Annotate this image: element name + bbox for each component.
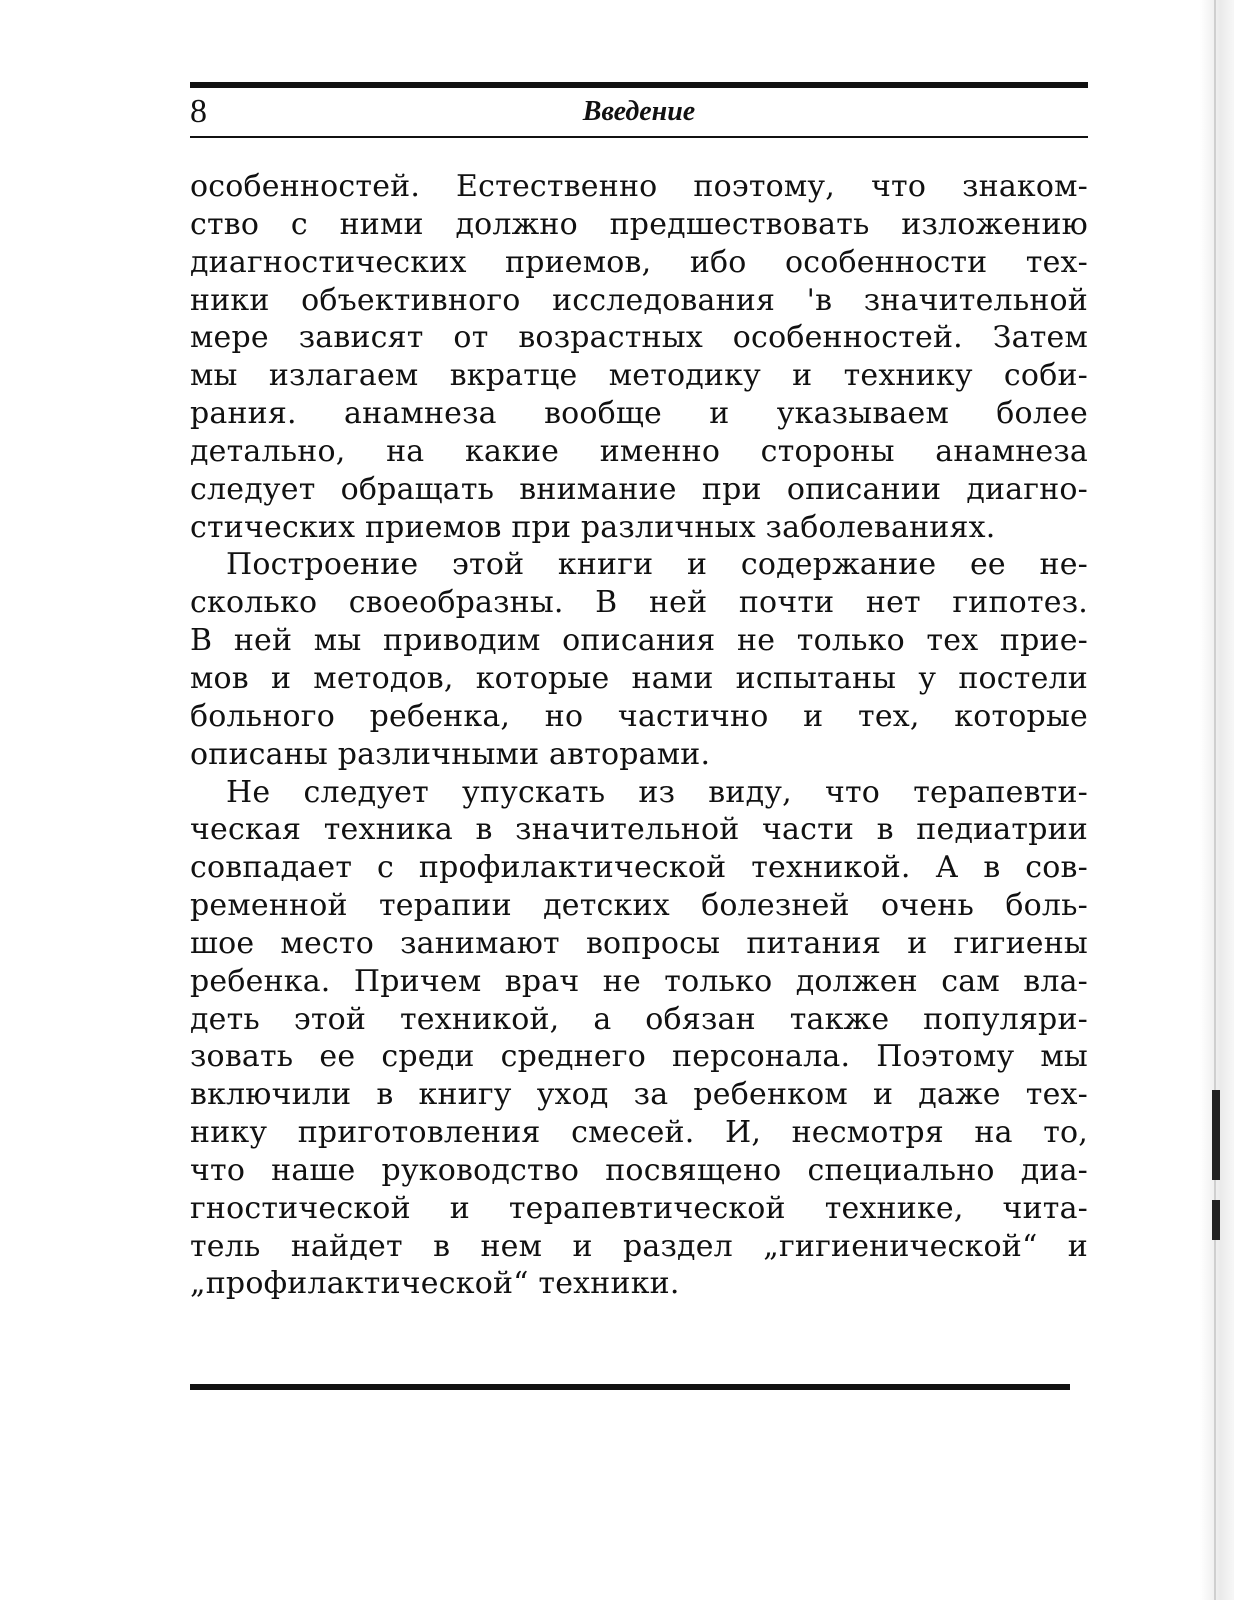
header-rule (190, 136, 1088, 138)
page-edge-shadow (1200, 0, 1234, 1600)
text-line: ческая техника в значительной части в педиатрии (190, 812, 1088, 848)
page-number: 8 (190, 93, 207, 130)
page-edge-mark (1212, 1200, 1220, 1240)
text-line: стических приемов при различных заболеваниях. (190, 509, 996, 545)
text-line: ременной терапии детских болезней очень боль- (190, 888, 1088, 924)
text-line: ство с ними должно предшествовать изложению (190, 206, 1088, 242)
text-line: шое место занимают вопросы питания и гигиены (190, 925, 1088, 961)
page-edge-mark (1212, 1090, 1220, 1180)
text-line: „профилактической“ техники. (190, 1266, 680, 1302)
text-line: диагностических приемов, ибо особенности тех- (190, 244, 1088, 280)
page-header (190, 88, 1088, 134)
text-line: рания. анамнеза вообще и указываем более (190, 396, 1088, 432)
text-line: мов и методов, которые нами испытаны у постели (190, 660, 1088, 696)
text-line: мере зависят от возрастных особенностей. Затем (190, 320, 1088, 356)
text-line: особенностей. Естественно поэтому, что знаком- (190, 169, 1088, 204)
text-line: детально, на какие именно стороны анамнеза (190, 433, 1088, 469)
text-line: сколько своеобразны. В ней почти нет гипотез. (190, 585, 1088, 621)
text-line: совпадает с профилактической техникой. А в сов- (190, 850, 1088, 886)
text-line: гностической и терапевтической технике, чита- (190, 1190, 1088, 1226)
text-line: следует обращать внимание при описании диагно- (190, 471, 1088, 507)
text-line: деть этой техникой, а обязан также популяри- (190, 1001, 1088, 1037)
running-head: Введение (582, 96, 696, 127)
text-line: что наше руководство посвящено специально диа- (190, 1152, 1088, 1188)
bottom-rule (190, 1384, 1070, 1390)
text-line: ребенка. Причем врач не только должен сам вла- (190, 963, 1088, 999)
text-line: нику приготовления смесей. И, несмотря на то, (190, 1115, 1088, 1151)
text-line: мы излагаем вкратце методику и технику соби- (190, 358, 1088, 394)
text-line: включили в книгу уход за ребенком и даже тех- (190, 1077, 1088, 1113)
text-line: ники объективного исследования 'в значительной (190, 282, 1088, 318)
text-line: зовать ее среди среднего персонала. Поэтому мы (190, 1039, 1088, 1075)
page-edge-line (1214, 0, 1216, 1600)
text-line: описаны различными авторами. (190, 736, 711, 772)
text-line: больного ребенка, но частично и тех, которые (190, 698, 1088, 734)
paragraph-start-line: Не следует упускать из виду, что терапевти- (226, 774, 1088, 810)
text-line: тель найдет в нем и раздел „гигиенической“ и (190, 1228, 1088, 1264)
body-text (190, 168, 1088, 1303)
text-line: В ней мы приводим описания не только тех прие- (190, 623, 1088, 659)
paragraph-start-line: Построение этой книги и содержание ее не- (226, 547, 1088, 583)
